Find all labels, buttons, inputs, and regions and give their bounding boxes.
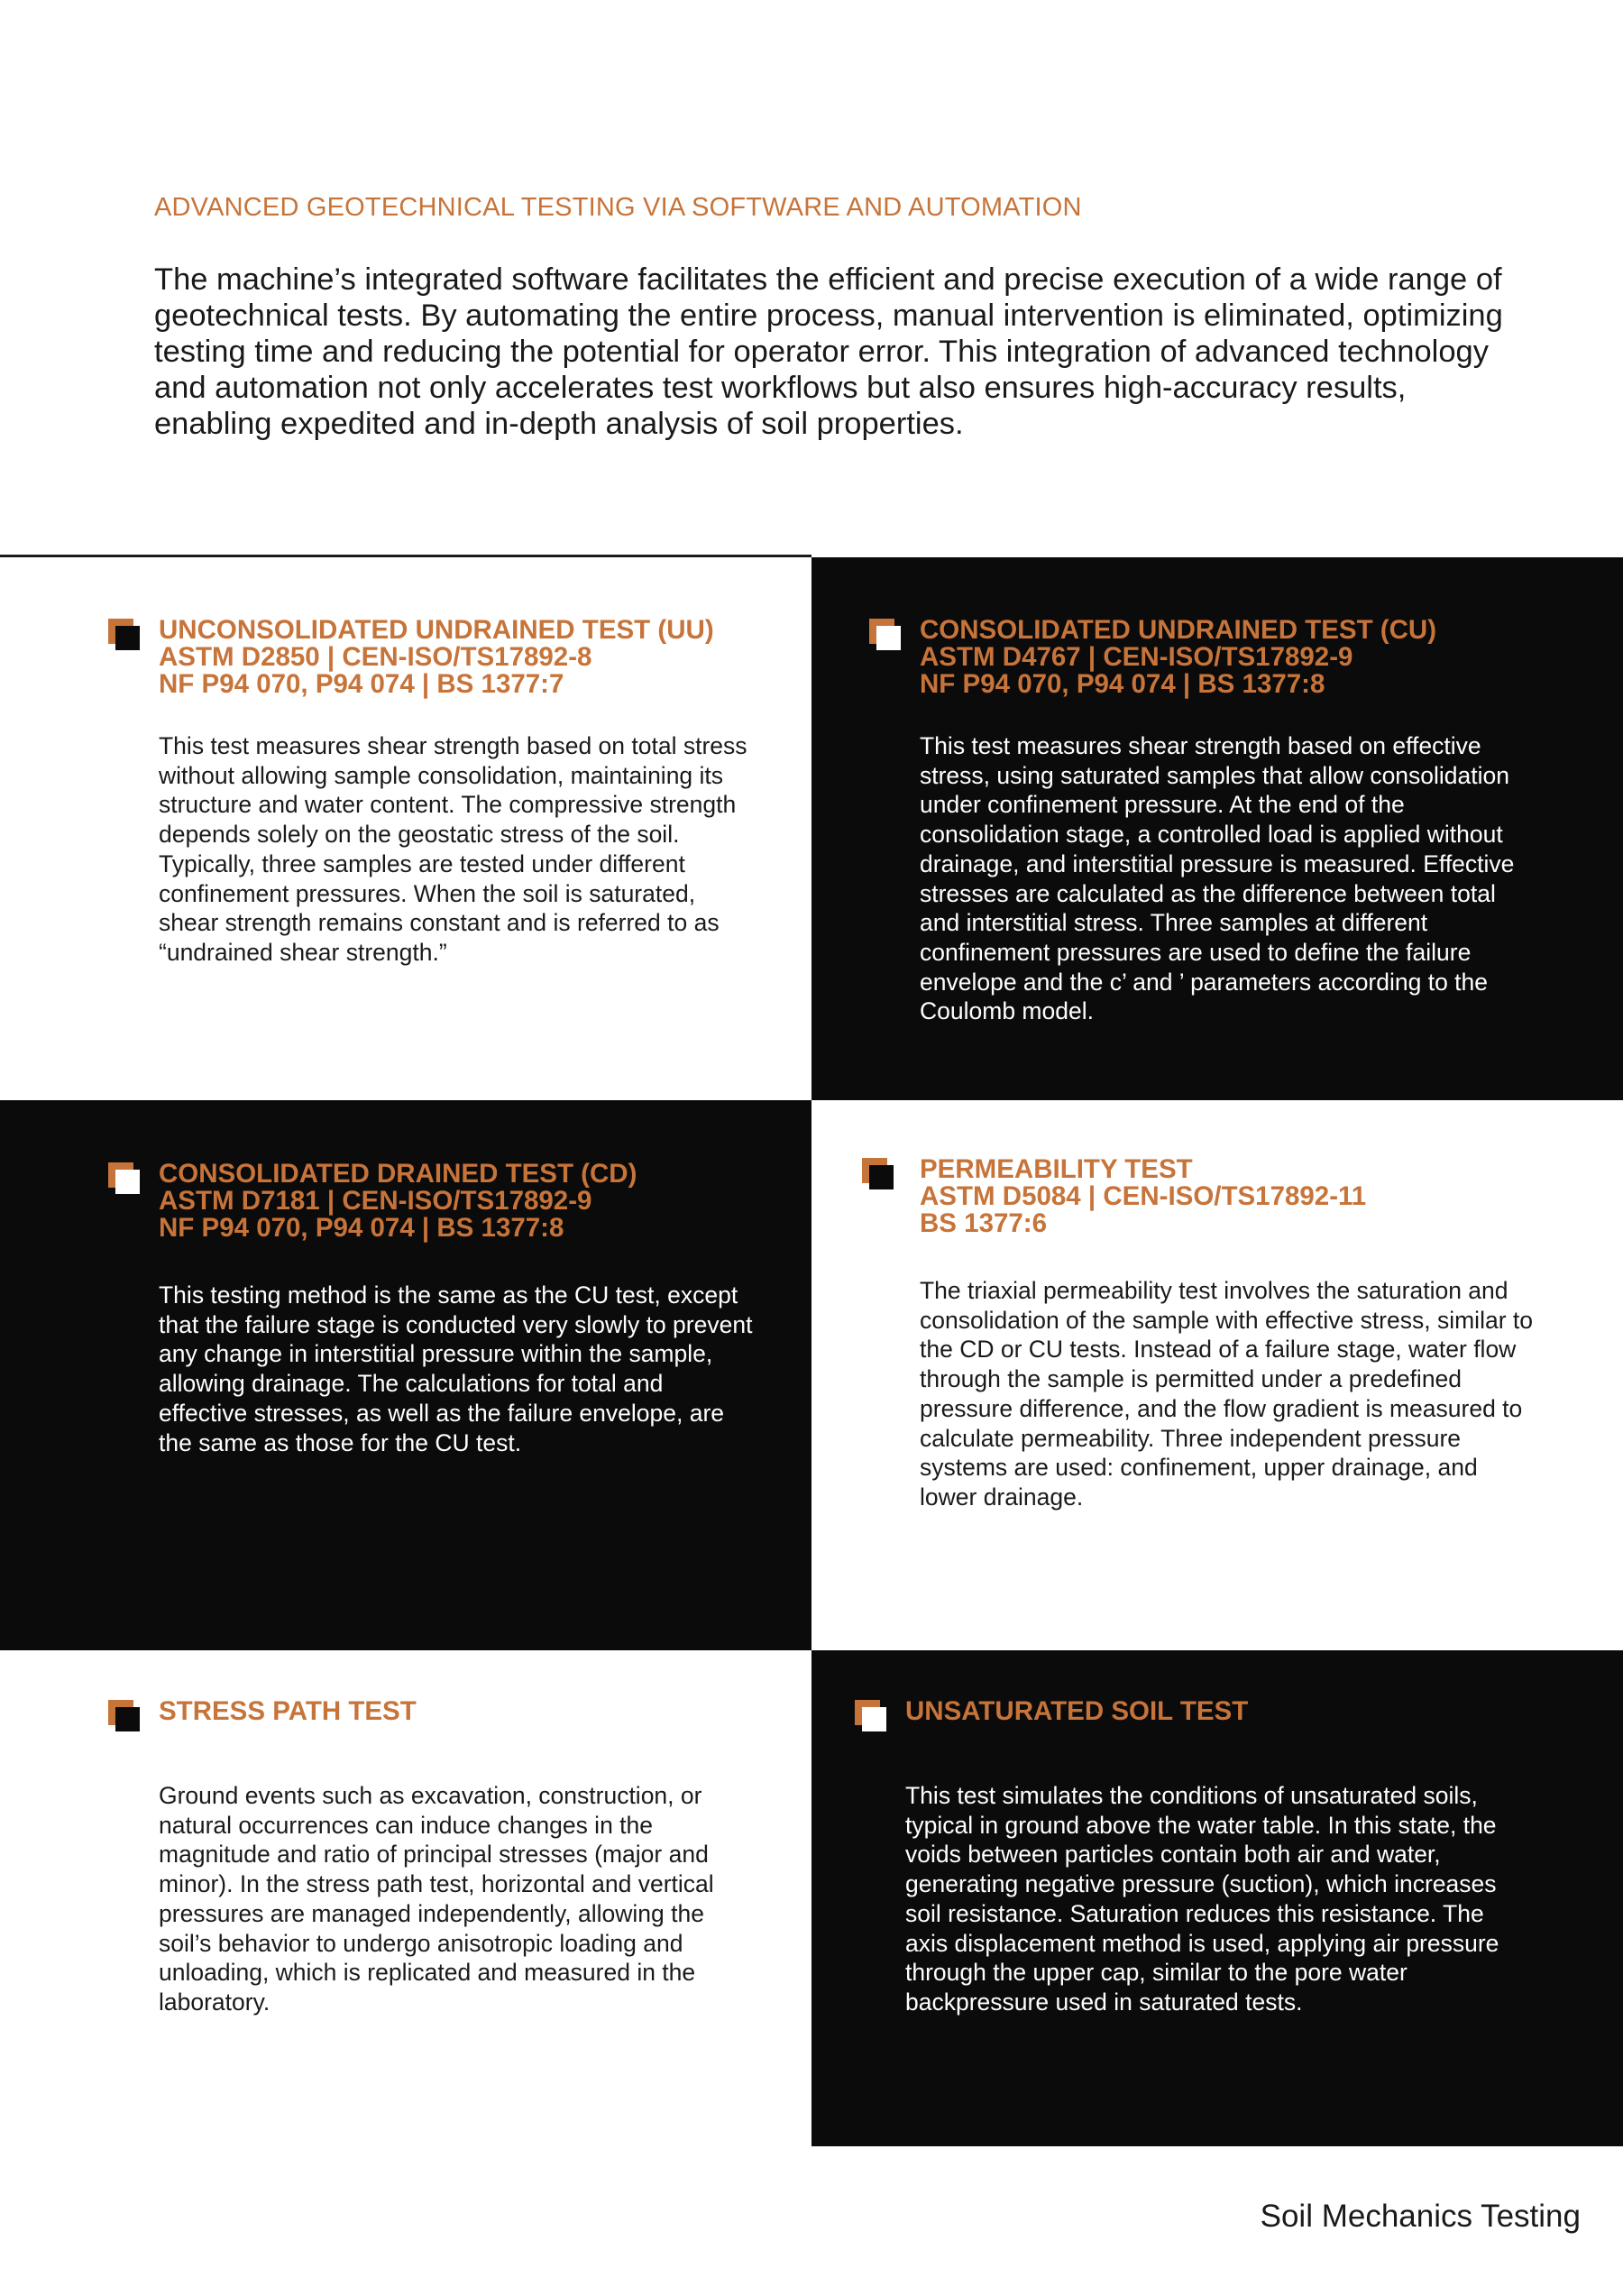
test-card-cu bbox=[869, 617, 1609, 1026]
panel-cd bbox=[0, 1100, 812, 1650]
panel-uu bbox=[0, 557, 812, 1100]
test-heading: UNSATURATED SOIL TEST bbox=[905, 1696, 1249, 1726]
square-bullet-icon bbox=[855, 1700, 887, 1732]
square-bullet-icon bbox=[108, 1162, 141, 1195]
test-heading: UNCONSOLIDATED UNDRAINED TEST (UU) ASTM D2850 | CEN-ISO/TS17892-8 NF P94 070, P94 074 | BS 1377:7 bbox=[159, 615, 714, 699]
square-bullet-icon bbox=[108, 1700, 141, 1732]
test-card-uu bbox=[108, 617, 757, 968]
test-card-unsaturated bbox=[855, 1698, 1594, 2017]
test-description: This test measures shear strength based on effective stress, using saturated samples that allow consolidation under confinement pressure. At the end of the consolidation stage, a controlled load is applied without drainage, and interstitial pressure is measured. Effective stresses are calculated as the difference between total and interstitial stress. Three samples at different confinement pressures are used to define the failure envelope and the c’ and ’ parameters according to the Coulomb model. bbox=[920, 732, 1515, 1025]
test-heading: STRESS PATH TEST bbox=[159, 1696, 417, 1726]
square-bullet-icon bbox=[862, 1158, 894, 1190]
test-description: Ground events such as excavation, construction, or natural occurrences can induce changes in the magnitude and ratio of principal stresses (major and minor). In the stress path test, horizontal and vertical pressures are managed independently, allowing the soil’s behavior to undergo anisotropic loading and unloading, which is replicated and measured in the laboratory. bbox=[159, 1782, 714, 2016]
test-description: This test measures shear strength based on total stress without allowing sample consolidation, maintaining its structure and water content. The compressive strength depends solely on the geostatic stress of the soil. Typically, three samples are tested under different confinement pressures. When the soil is saturated, shear strength remains constant and is referred to as “undrained shear strength.” bbox=[159, 732, 747, 966]
test-heading: CONSOLIDATED UNDRAINED TEST (CU) ASTM D4767 | CEN-ISO/TS17892-9 NF P94 070, P94 074 | BS 1377:8 bbox=[920, 615, 1437, 699]
panel-cu bbox=[812, 557, 1623, 1100]
panel-unsaturated bbox=[812, 1650, 1623, 2146]
test-description: This test simulates the conditions of unsaturated soils, typical in ground above the water table. In this state, the voids between particles contain both air and water, generating negative pressure (suction), which increases soil resistance. Saturation reduces this resistance. The axis displacement method is used, applying air pressure through the upper cap, similar to the pore water backpressure used in saturated tests. bbox=[905, 1782, 1499, 2016]
panel-permeability bbox=[812, 1100, 1623, 1650]
test-description: The triaxial permeability test involves the saturation and consolidation of the sample with effective stress, similar to the CD or CU tests. Instead of a failure stage, water flow through the sample is permitted under a predefined pressure difference, and the flow gradient is measured to calculate permeability. Three independent pressure systems are used: confinement, upper drainage, and lower drainage. bbox=[920, 1277, 1533, 1511]
intro-paragraph: The machine’s integrated software facilitates the efficient and precise execution of a wide range of geotechnical tests. By automating the entire process, manual intervention is eliminated, optimizing testing time and reducing the potential for operator error. This integration of advanced technology and automation not only accelerates test workflows but also ensures high-accuracy results, enabling expedited and in-depth analysis of soil properties. bbox=[154, 262, 1503, 441]
square-bullet-icon bbox=[869, 619, 902, 651]
test-heading: PERMEABILITY TEST ASTM D5084 | CEN-ISO/TS17892-11 BS 1377:6 bbox=[920, 1154, 1367, 1238]
page-footer: Soil Mechanics Testing bbox=[1260, 2199, 1581, 2234]
square-bullet-icon bbox=[108, 619, 141, 651]
test-description: This testing method is the same as the CU test, except that the failure stage is conducted very slowly to prevent any change in interstitial pressure within the sample, allowing drainage. The calculations for total and effective stresses, as well as the failure envelope, are the same as those for the CU test. bbox=[159, 1281, 753, 1456]
test-card-stress-path bbox=[108, 1698, 757, 2017]
section-kicker: ADVANCED GEOTECHNICAL TESTING VIA SOFTWARE AND AUTOMATION bbox=[154, 193, 1082, 222]
test-card-permeability bbox=[862, 1156, 1601, 1512]
test-card-cd bbox=[108, 1161, 757, 1457]
panel-stress-path bbox=[0, 1650, 812, 2146]
test-heading: CONSOLIDATED DRAINED TEST (CD) ASTM D7181 | CEN-ISO/TS17892-9 NF P94 070, P94 074 | BS 1377:8 bbox=[159, 1159, 637, 1243]
